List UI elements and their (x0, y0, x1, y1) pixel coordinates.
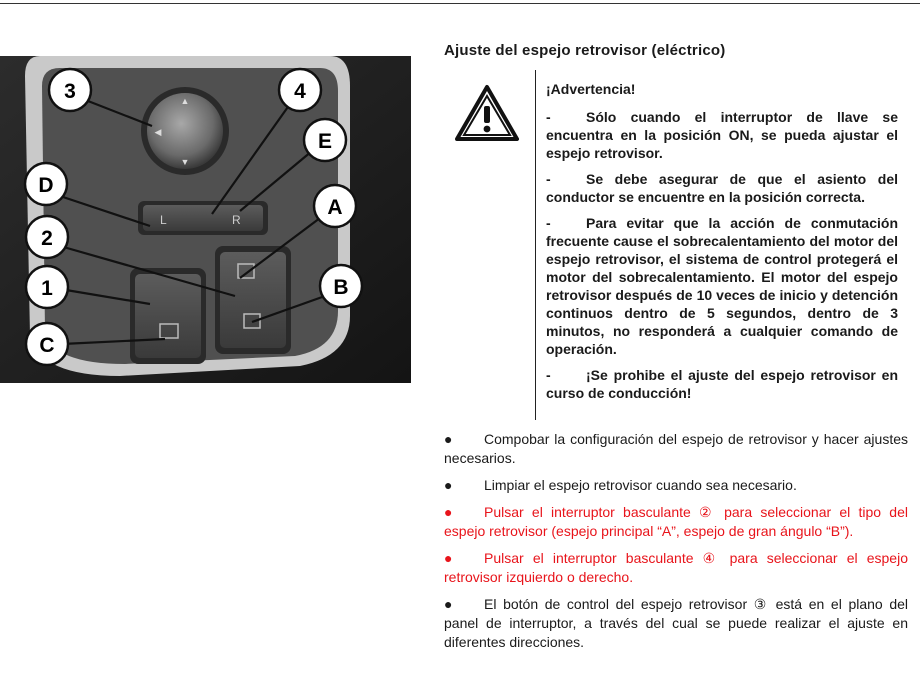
svg-text:A: A (327, 196, 343, 219)
instruction-item: ● Limpiar el espejo retrovisor cuando sea necesario. (444, 477, 797, 493)
left-symbol: L (160, 213, 167, 227)
instruction-item-highlighted: ● Pulsar el interruptor basculante ② para seleccionar el tipo del espejo retrovisor (espejo principal “A”, espejo de gran ángulo “B”). (444, 504, 908, 539)
svg-text:2: 2 (41, 227, 53, 250)
callout-4 (279, 69, 321, 111)
svg-text:D: D (38, 174, 54, 197)
mirror-type-rocker-switch (220, 252, 286, 348)
svg-text:1: 1 (41, 277, 53, 300)
warning-item: - Sólo cuando el interruptor de llave se encuentra en la posición ON, se pueda ajustar el espejo retrovisor. (546, 109, 898, 161)
callout-d (25, 163, 67, 205)
knob-arrow-left-icon: ◀ (154, 127, 162, 137)
svg-text:3: 3 (64, 80, 76, 103)
warning-heading: ¡Advertencia! (546, 81, 636, 97)
callout-b (320, 265, 362, 307)
top-rule (0, 3, 920, 4)
heater-rocker-switch (135, 274, 201, 358)
warning-divider (535, 70, 536, 420)
svg-text:4: 4 (294, 80, 306, 103)
callout-a (314, 185, 356, 227)
section-title: Ajuste del espejo retrovisor (eléctrico) (444, 42, 726, 59)
instruction-item: ● Compobar la configuración del espejo de retrovisor y hacer ajustes necesarios. (444, 431, 908, 466)
knob-arrow-down-icon: ▼ (180, 157, 190, 167)
instruction-item: ● El botón de control del espejo retrovisor ③ está en el plano del panel de interruptor, a través del cual se puede realizar el ajuste en diferentes direcciones. (444, 596, 908, 650)
warning-box (546, 80, 898, 410)
callout-2 (26, 216, 68, 258)
svg-text:C: C (39, 334, 55, 357)
callout-3 (49, 69, 91, 111)
instruction-list (444, 430, 908, 660)
warning-item: - ¡Se prohibe el ajuste del espejo retrovisor en curso de conducción! (546, 367, 898, 401)
svg-text:B: B (333, 276, 349, 299)
warning-item: - Para evitar que la acción de conmutación frecuente cause el sobrecalentamiento del motor del espejo retrovisor, el sistema de control protegerá el motor del sobrecalentamiento. El motor del espejo retrovisor después de 10 veces de inicio y detención continuos dentro de 5 segundos, dentro de 3 minutos, no responderá a cualquier comando de operación. (546, 215, 898, 357)
callout-1 (26, 266, 68, 308)
svg-text:E: E (317, 130, 333, 153)
warning-item: - Se debe asegurar de que el asiento del conductor se encuentre en la posición correcta. (546, 171, 898, 205)
knob-arrow-up-icon: ▲ (180, 96, 190, 106)
right-symbol: R (232, 213, 241, 227)
callout-e (304, 119, 346, 161)
mirror-switch-photo (0, 56, 411, 383)
instruction-item-highlighted: ● Pulsar el interruptor basculante ④ para seleccionar el espejo retrovisor izquierdo o derecho. (444, 550, 908, 585)
callout-c (26, 323, 68, 365)
warning-triangle-icon (455, 84, 519, 142)
